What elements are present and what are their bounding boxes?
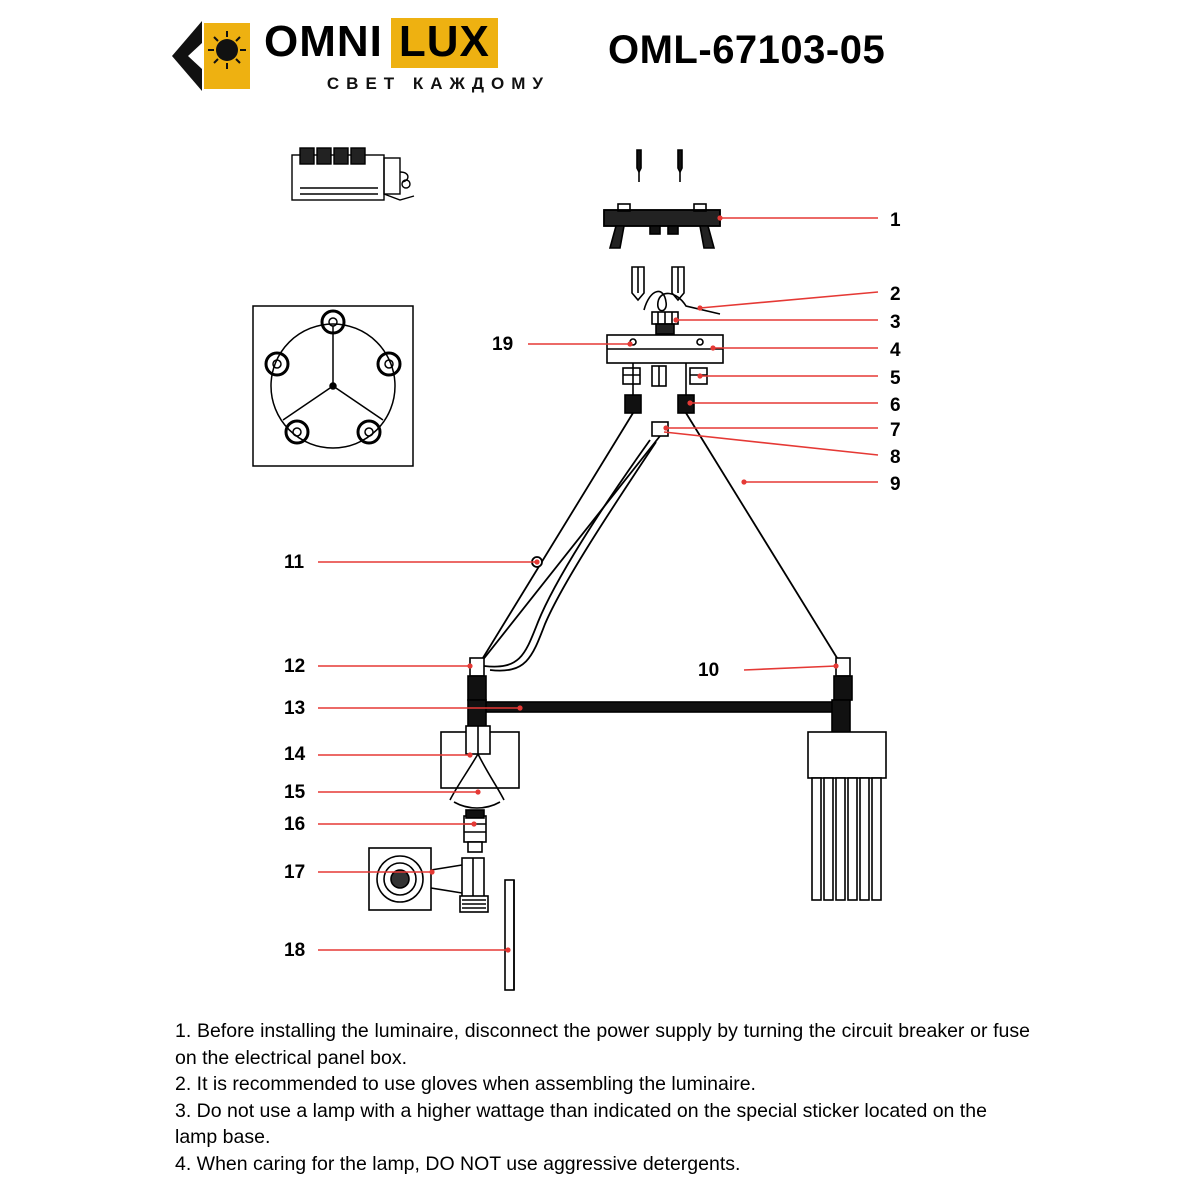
part-horizontal-bar <box>468 700 850 756</box>
part-mounting-bar <box>604 204 720 248</box>
callout-number-16: 16 <box>284 814 306 835</box>
callout-number-11: 11 <box>284 552 305 573</box>
brand-slogan: СВЕТ КАЖДОМУ <box>326 74 550 93</box>
safety-note-4: 4. When caring for the lamp, DO NOT use aggressive detergents. <box>175 1152 741 1175</box>
part-tube-shade-cluster <box>808 732 886 900</box>
header <box>0 0 1200 115</box>
callout-number-10: 10 <box>698 660 720 681</box>
callout-number-13: 13 <box>284 698 306 719</box>
callout-number-8: 8 <box>890 447 901 468</box>
callout-number-14: 14 <box>284 744 306 765</box>
assembly-diagram <box>0 110 1200 1000</box>
callout-number-19: 19 <box>492 334 514 355</box>
model-code: OML-67103-05 <box>608 28 886 72</box>
callout-number-1: 1 <box>890 210 901 231</box>
callout-number-9: 9 <box>890 474 901 495</box>
brand-logo <box>168 10 553 105</box>
cable-end-clamps <box>468 658 852 700</box>
safety-notes <box>175 1018 1030 1177</box>
brand-name-lux: LUX <box>391 18 498 68</box>
assembly-diagram-svg <box>0 110 1200 1000</box>
callout-number-6: 6 <box>890 395 901 416</box>
screw-set-top <box>637 150 682 182</box>
callout-number-2: 2 <box>890 284 901 305</box>
part-cable-grips <box>623 366 707 386</box>
safety-note-2: 2. It is recommended to use gloves when assembling the luminaire. <box>175 1073 756 1095</box>
callout-number-18: 18 <box>284 940 306 961</box>
part-canopy <box>607 335 723 363</box>
suspension-cables <box>478 413 842 671</box>
callout-number-12: 12 <box>284 656 306 677</box>
safety-note-3: 3. Do not use a lamp with a higher wattage than indicated on the special sticker located on the lamp base. <box>175 1099 987 1148</box>
brand-name-omni: OMNI <box>264 17 383 66</box>
callout-number-3: 3 <box>890 312 901 333</box>
callout-number-7: 7 <box>890 420 901 441</box>
omnilux-logo-icon <box>168 13 254 99</box>
callout-number-15: 15 <box>284 782 306 803</box>
callout-number-4: 4 <box>890 340 901 361</box>
part-canopy-wiring <box>644 292 720 334</box>
safety-note-1: 1. Before installing the luminaire, disconnect the power supply by turning the circuit breaker or fuse on the electrical panel box. <box>175 1020 1030 1069</box>
callout-number-17: 17 <box>284 862 306 883</box>
terminal-block-part <box>292 148 414 200</box>
part-decor-rod <box>460 880 514 990</box>
brand-wordmark <box>264 18 554 94</box>
callout-number-5: 5 <box>890 368 901 389</box>
part-lamp-holder <box>464 810 486 852</box>
mounting-plate-inset <box>253 306 413 466</box>
